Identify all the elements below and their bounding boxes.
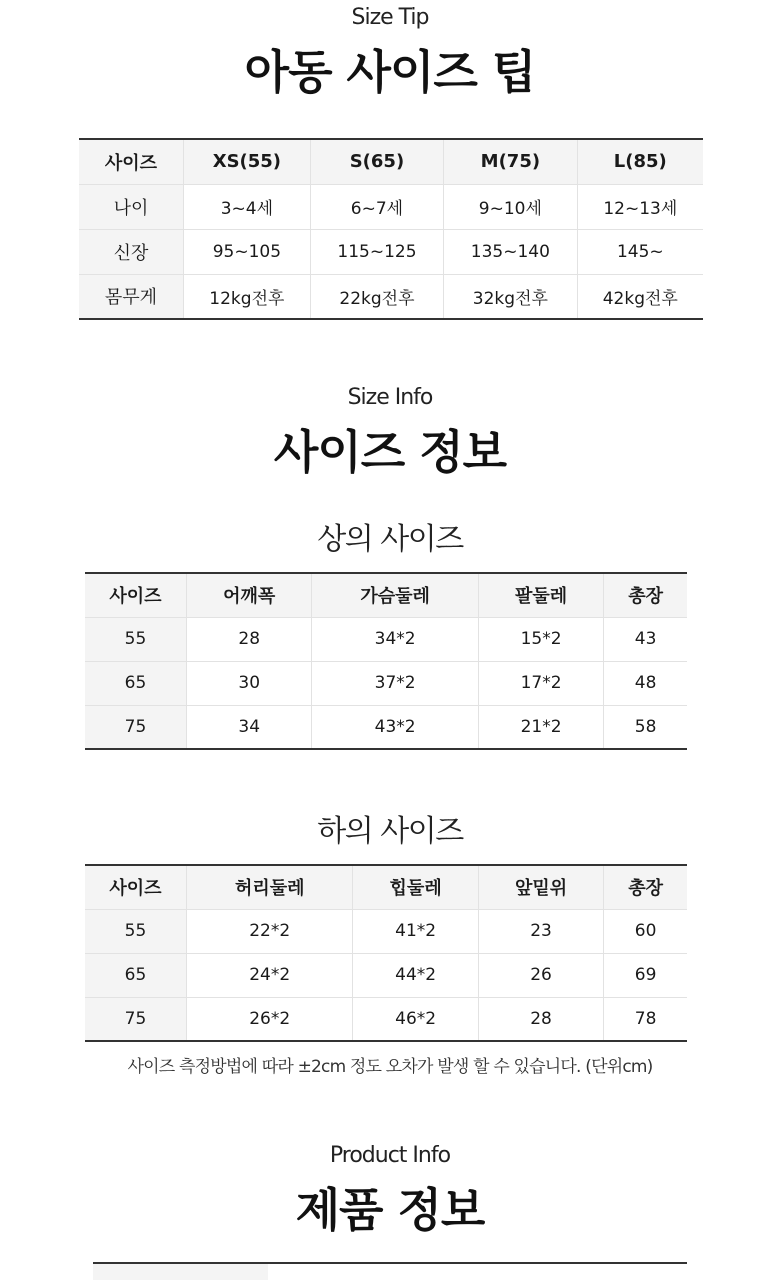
header-cell: 가슴둘레 [312, 573, 478, 617]
table-cell: 32kg전후 [444, 274, 577, 319]
row-label: 신장 [79, 229, 184, 274]
table-cell: 95~105 [184, 229, 311, 274]
top-size-table [85, 572, 687, 750]
table-header-row [85, 573, 687, 617]
table-cell: 145~ [577, 229, 703, 274]
product-info-title: 제품 정보 [295, 1183, 485, 1237]
header-cell: 어깨폭 [187, 573, 312, 617]
table-row [85, 705, 687, 749]
table-cell: 34 [187, 705, 312, 749]
table-cell: 135~140 [444, 229, 577, 274]
table-cell: 43*2 [312, 705, 478, 749]
table-header-row [85, 865, 687, 909]
row-label: 75 [85, 705, 187, 749]
table-cell: 28 [187, 617, 312, 661]
size-tip-title: 아동 사이즈 팁 [244, 45, 536, 99]
table-cell: 78 [604, 997, 687, 1041]
header-cell: S(65) [310, 139, 443, 184]
header-cell: L(85) [577, 139, 703, 184]
table-cell: 46*2 [353, 997, 478, 1041]
size-info-eyebrow: Size Info [347, 385, 433, 410]
table-cell: 58 [604, 705, 687, 749]
table-cell: 34*2 [312, 617, 478, 661]
row-label: 65 [85, 661, 187, 705]
header-cell: 총장 [604, 865, 687, 909]
table-row [85, 909, 687, 953]
table-cell: 28 [478, 997, 603, 1041]
table-cell: 21*2 [478, 705, 603, 749]
table-cell: 30 [187, 661, 312, 705]
table-cell: 41*2 [353, 909, 478, 953]
bottom-size-title: 하의 사이즈 [317, 814, 463, 849]
table-row [79, 229, 703, 274]
table-cell: 48 [604, 661, 687, 705]
size-tip-table [79, 138, 703, 320]
table-cell: 23 [478, 909, 603, 953]
table-row [79, 274, 703, 319]
header-cell: 사이즈 [85, 865, 187, 909]
table-cell: 24*2 [187, 953, 353, 997]
row-label: 55 [85, 909, 187, 953]
table-cell: 42kg전후 [577, 274, 703, 319]
table-cell: 15*2 [478, 617, 603, 661]
header-cell: 총장 [604, 573, 687, 617]
table-cell: 26 [478, 953, 603, 997]
header-cell: XS(55) [184, 139, 311, 184]
table-header-row [79, 139, 703, 184]
table-cell: 115~125 [310, 229, 443, 274]
table-cell: 9~10세 [444, 184, 577, 229]
product-info-eyebrow: Product Info [329, 1143, 451, 1168]
table-cell: 17*2 [478, 661, 603, 705]
table-row [85, 953, 687, 997]
table-cell: 12kg전후 [184, 274, 311, 319]
bottom-size-table [85, 864, 687, 1042]
row-label: 75 [85, 997, 187, 1041]
header-cell: 허리둘레 [187, 865, 353, 909]
header-cell: 팔둘레 [478, 573, 603, 617]
table-cell: 22*2 [187, 909, 353, 953]
table-cell: 12~13세 [577, 184, 703, 229]
table-cell: 22kg전후 [310, 274, 443, 319]
header-cell: 앞밑위 [478, 865, 603, 909]
table-cell: 3~4세 [184, 184, 311, 229]
table-cell: 43 [604, 617, 687, 661]
table-row [79, 184, 703, 229]
size-tip-eyebrow: Size Tip [351, 5, 429, 30]
header-cell: 사이즈 [85, 573, 187, 617]
product-info-table-label-cell [93, 1264, 268, 1280]
table-cell: 37*2 [312, 661, 478, 705]
header-cell: 힙둘레 [353, 865, 478, 909]
row-label: 55 [85, 617, 187, 661]
table-cell: 69 [604, 953, 687, 997]
table-row [85, 617, 687, 661]
row-label: 65 [85, 953, 187, 997]
top-size-title: 상의 사이즈 [317, 522, 463, 557]
table-row [85, 661, 687, 705]
table-cell: 6~7세 [310, 184, 443, 229]
size-info-title: 사이즈 정보 [273, 425, 507, 479]
header-cell: 사이즈 [79, 139, 184, 184]
measurement-note: 사이즈 측정방법에 따라 ±2cm 정도 오차가 발생 할 수 있습니다. (단위cm) [127, 1057, 653, 1077]
table-cell: 26*2 [187, 997, 353, 1041]
table-row [85, 997, 687, 1041]
row-label: 몸무게 [79, 274, 184, 319]
table-cell: 60 [604, 909, 687, 953]
row-label: 나이 [79, 184, 184, 229]
table-cell: 44*2 [353, 953, 478, 997]
header-cell: M(75) [444, 139, 577, 184]
